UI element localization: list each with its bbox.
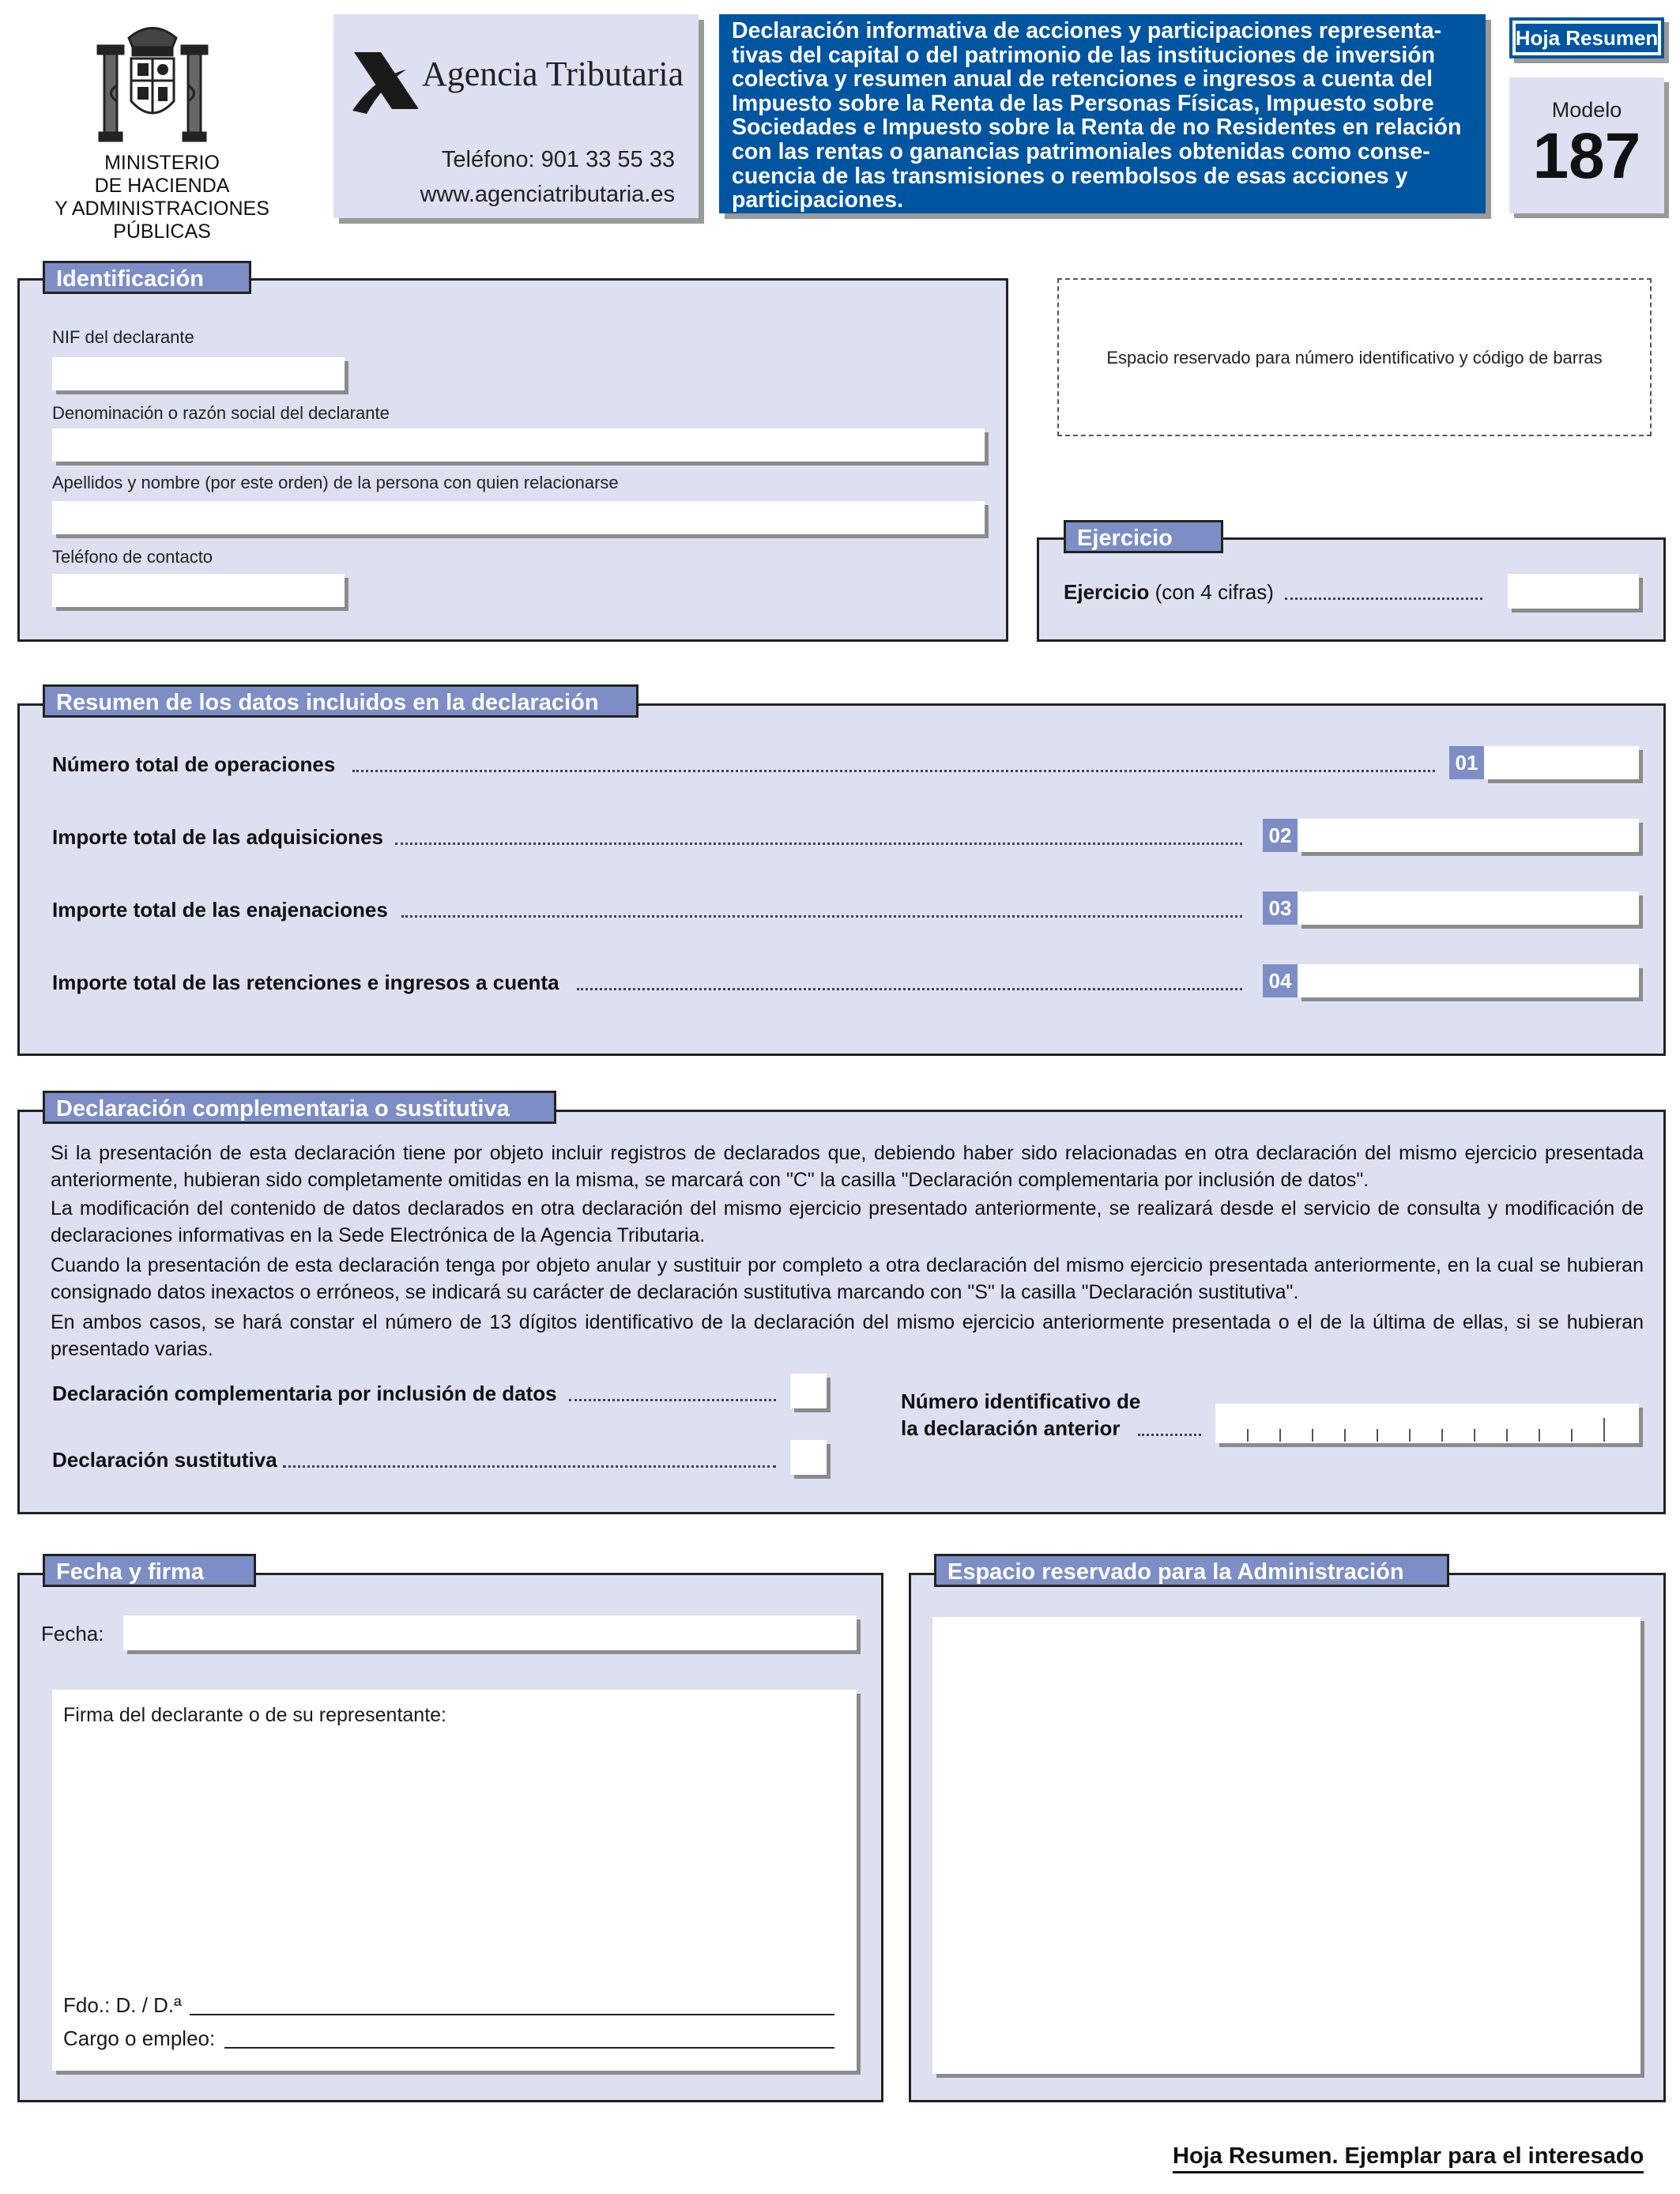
box-code-01: 01 [1449,746,1484,779]
ejercicio-title: Ejercicio [1064,520,1223,553]
sustitutiva-checkbox-label: Declaración sustitutiva [52,1448,277,1472]
digit-separator [1377,1429,1378,1442]
fecha-input[interactable] [123,1615,857,1650]
digit-separator [1409,1429,1411,1442]
resumen-dots [577,988,1242,990]
nif-label: NIF del declarante [52,327,194,347]
firma-label: Firma del declarante o de su representante: [63,1704,446,1726]
operaciones-input[interactable] [1484,746,1639,779]
numero-dots [1138,1434,1201,1436]
complementaria-checkbox[interactable] [790,1374,827,1408]
complementaria-title: Declaración complementaria o sustitutiva [43,1091,556,1124]
apellidos-input[interactable] [52,501,985,534]
complementaria-paragraph-1: Si la presentación de esta declaración tiene por objeto incluir registros de declarados que, debiendo haber sido relacionadas en otra declaración del mismo ejercicio presentada anteriormente, hubieran sido completamente omitidas en la misma, se marcará con "C" la casilla "Declaración complementaria por inclusión de datos". [51,1142,1644,1191]
agency-website-link[interactable]: www.agenciatributaria.es [420,182,675,207]
ejercicio-label-bold: Ejercicio [1064,580,1150,604]
numero-identificativo-input[interactable] [1215,1404,1639,1443]
digit-separator [1474,1429,1475,1442]
administracion-reserved-area [932,1617,1640,2074]
ejercicio-label-rest: (con 4 cifras) [1149,580,1274,604]
ejercicio-input[interactable] [1508,574,1639,609]
modelo-number: 187 [1532,120,1641,192]
resumen-dots [395,843,1242,845]
complementaria-paragraph-4: En ambos casos, se hará constar el número de 13 dígitos identificativo de la declaración del mismo ejercicio anteriormente presentada o el de la última de ellas, si se hubieran presentado varias. [51,1311,1644,1360]
resumen-dots [352,770,1435,772]
box-code-02: 02 [1263,819,1298,852]
ejercicio-dots [1285,598,1482,600]
complementaria-paragraph-3: Cuando la presentación de esta declaración tenga por objeto anular y sustituir por completo a otra declaración del mismo ejercicio presentada anteriormente, en la cual se hubieran consignado datos inexactos o erróneos, se indicará su carácter de declaración sustitutiva marcando con "S" la casilla "Declaración sustitutiva". [51,1254,1644,1303]
modelo-label: Modelo [1551,98,1622,122]
complementaria-dots [569,1399,776,1401]
sustitutiva-dots [283,1465,776,1468]
modelo-box [1509,77,1664,213]
denominacion-label: Denominación o razón social del declarante [52,403,390,423]
fecha-label: Fecha: [41,1622,104,1646]
resumen-title: Resumen de los datos incluidos en la declaración [43,684,638,718]
sustitutiva-checkbox[interactable] [790,1440,827,1475]
ejercicio-label [1064,580,1274,605]
identificacion-title: Identificación [43,261,251,294]
digit-separator [1344,1429,1346,1442]
digit-separator [1539,1429,1540,1442]
box-code-04: 04 [1263,964,1298,997]
ministry-name [8,152,316,243]
fecha-firma-title: Fecha y firma [43,1554,256,1587]
resumen-row-label-enajenaciones: Importe total de las enajenaciones [52,898,388,922]
apellidos-label: Apellidos y nombre (por este orden) de la persona con quien relacionarse [52,473,619,492]
agency-box [333,14,699,218]
telefono-label: Teléfono de contacto [52,547,213,567]
agency-phone: Teléfono: 901 33 55 33 [441,147,675,172]
retenciones-input[interactable] [1298,964,1639,997]
digit-separator [1279,1429,1281,1442]
nif-input[interactable] [52,357,345,390]
form-title: Declaración informativa de acciones y participaciones representa-tivas del capital o del patrimonio de las instituciones de inversión colectiva y resumen anual de retenciones e ingresos a cuenta del Impuesto sobre la Renta de las Personas Físicas, Impuesto sobre Sociedades e Impuesto sobre la Renta de no Residentes en relación con las rentas o ganancias patrimoniales obtenidas como conse-cuencia de las transmisiones o reembolsos de esas acciones y participaciones. [719,14,1486,213]
resumen-dots [401,915,1242,918]
fdo-label: Fdo.: D. / D.ª [63,1993,182,2017]
telefono-input[interactable] [52,574,345,607]
box-code-03: 03 [1263,892,1298,925]
complementaria-checkbox-label: Declaración complementaria por inclusión de datos [52,1382,557,1405]
digit-separator [1571,1429,1573,1442]
digit-separator [1506,1429,1508,1442]
adquisiciones-input[interactable] [1298,819,1639,852]
ministry-line-3: Y ADMINISTRACIONES PÚBLICAS [55,198,269,243]
digit-separator [1603,1418,1605,1442]
complementaria-paragraph-2: La modificación del contenido de datos declarados en otra declaración del mismo ejercicio presentado anteriormente, se realizará desde el servicio de consulta y modificación de declaraciones informativas en la Sede Electrónica de la Agencia Tributaria. [51,1197,1644,1246]
hoja-resumen-badge: Hoja Resumen [1509,17,1664,58]
resumen-row-label-retenciones: Importe total de las retenciones e ingresos a cuenta [52,971,559,994]
denominacion-input[interactable] [52,428,985,462]
barcode-reserved-area [1057,278,1652,436]
ministry-line-2: DE HACIENDA [94,175,230,197]
agency-name: Agencia Tributaria [422,55,684,93]
administracion-title: Espacio reservado para la Administración [934,1554,1449,1587]
numero-identificativo-label-1: Número identificativo de [901,1389,1141,1413]
footer-text: Hoja Resumen. Ejemplar para el interesado [1173,2143,1644,2173]
fdo-line[interactable] [190,2014,834,2015]
digit-separator [1247,1429,1249,1442]
ministry-line-1: MINISTERIO [104,152,220,174]
resumen-row-label-adquisiciones: Importe total de las adquisiciones [52,825,383,849]
barcode-text: Espacio reservado para número identificativo y código de barras [1106,348,1603,368]
digit-separator [1312,1429,1313,1442]
agency-logo-icon [351,46,420,117]
enajenaciones-input[interactable] [1298,892,1639,925]
cargo-label: Cargo o empleo: [63,2026,216,2050]
digit-separator [1441,1429,1443,1442]
cargo-line[interactable] [224,2047,834,2049]
coat-of-arms-icon [93,14,212,149]
resumen-row-label-operaciones: Número total de operaciones [52,752,336,776]
numero-identificativo-label-2: la declaración anterior [901,1416,1121,1440]
